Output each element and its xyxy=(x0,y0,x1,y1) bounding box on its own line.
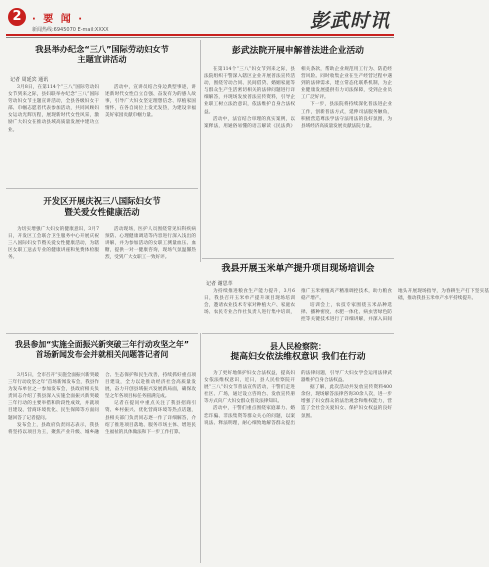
article-5-title-line-1: 我县开展玉米单产提升项目现场培训会 xyxy=(221,264,375,274)
masthead-rule-thin xyxy=(6,37,394,38)
article-3-title xyxy=(8,340,196,359)
article-3-paragraph: 记者在提问中重点关注了我县招商引资、乡村振兴、优化营商环境等热点话题，县相关部门负责同志逐一作了详细解答，介绍了推进项目落地、服务市场主体、增进民生福祉的具体做法和下一步工作打算。 xyxy=(105,401,196,435)
article-5-byline: 记者 谢思萃 xyxy=(206,281,233,287)
paper-name: 彭武时讯 xyxy=(309,10,390,32)
article-2-body xyxy=(8,226,196,328)
article-4-paragraph: 活动中，法官结合审理的真实案例，以案释法，用通俗易懂的语言解读《民法典》相关条款，帮助企业规范用工行为、防范经营风险。同时收集企业在生产经营过程中遇到的法律需求，建立常态化联系机制，为企业健康发展提供有力司法保障，受到企业员工广泛好评。 xyxy=(204,67,392,129)
article-1-body xyxy=(8,84,196,184)
article-5-title xyxy=(204,264,392,275)
article-1-title-line-1: 我县举办纪念“三八”国际劳动妇女节 xyxy=(35,44,169,54)
article-5-body xyxy=(204,288,489,330)
article-6-title-line-2: 提高妇女依法维权意识 我们在行动 xyxy=(230,352,366,362)
article-2-title xyxy=(8,196,196,217)
article-4-paragraph: 下一步，县法院将持续深化普法进企业工作，创新普法方式，延伸司法服务触角，积极营造尊法学法守法用法的良好氛围，为县域经济高质量发展贡献法院力量。 xyxy=(301,102,392,129)
article-3-body xyxy=(8,372,196,562)
article-6-paragraph: 据了解，此次活动共发放宣传资料400余份，现场解答法律咨询30余人次，进一步增强了妇女群众的法治观念和维权能力，营造了全社会关爱妇女、保护妇女权益的良好氛围。 xyxy=(301,385,392,419)
article-5-paragraph: 为持续推进粮食生产能力提升，3月6日，我县召开玉米单产提升项目现场培训会，邀请农业技术专家对种植大户、家庭农场、农民专业合作社负责人进行集中培训，推广玉米密植高产精准调控技术，助力粮食稳产增产。 xyxy=(204,289,392,316)
article-6-title xyxy=(204,342,392,363)
article-6-body xyxy=(204,370,392,562)
article-4-paragraph: 在第114个“三八”妇女节到来之际，县法院组织干警深入辖区企业开展普法宣传活动，围绕劳动合同、民间借贷、婚姻家庭等与群众生产生活密切相关的法律问题进行详细解答，并现场发放普法宣传资料，引导企业职工树立法治意识，依法维护自身合法权益。 xyxy=(204,67,295,115)
header-meta: 新闻热线:6945070 E-mail:XXXX xyxy=(32,27,109,33)
article-3-paragraph: 发布会上，县政府负责同志表示，我县将坚持以项目为王，聚焦产业升级、城乡融合、生态保护和民生改善，持续抓好重点项目建设，全力以赴推动经济社会高质量发展，奋力开创县域振兴发展新局面，确保攻坚之年各项目标任务圆满完成。 xyxy=(8,373,196,435)
section-label: · 要 闻 · xyxy=(32,14,85,25)
divider-right-1 xyxy=(202,258,394,259)
article-2-title-line-1: 开发区开展庆祝三八国际妇女节 xyxy=(43,196,161,206)
article-2-paragraph: 为切实增强广大妇女的健康意识，3月7日，开发区工会联合卫生服务中心开展庆祝三八国际妇女节暨关爱女性健康活动，为辖区女职工送去专业的健康讲座和免费体检服务。 xyxy=(8,227,99,261)
article-6-paragraph: 为了更好地保护妇女合法权益，提高妇女依法维权意识，近日，县人民检察院开展“三八”妇女节普法宣传活动，干警们走进社区、广场，通过设立咨询台、发放宣传册等方式向广大妇女群众普及法律知识。 xyxy=(204,371,295,405)
article-3-title-line-2: 首场新闻发布会并就相关问题答记者问 xyxy=(35,349,169,359)
column-divider-top xyxy=(200,40,201,262)
divider-right-2 xyxy=(202,333,394,334)
article-6-title-line-1: 县人民检察院： xyxy=(270,342,326,351)
article-2-title-line-2: 暨关爱女性健康活动 xyxy=(64,206,140,217)
article-4-body xyxy=(204,66,392,254)
article-3-title-line-1: 我县参加“实施全面振兴新突破三年行动攻坚之年” xyxy=(15,340,189,349)
masthead xyxy=(6,4,394,36)
article-1-byline: 记者 周延宾 通讯 xyxy=(10,77,49,83)
article-1-paragraph: 3月8日，在第114个“三八”国际劳动妇女节到来之际，县妇联举办纪念“三八”国际劳动妇女节主题宣讲活动，全县各级妇女干部、巾帼志愿者代表参加活动，共同回顾妇女运动光辉历程，展现新时代女性风采，激励广大妇女在推动县域高质量发展中建功立业。 xyxy=(8,85,99,133)
article-5-paragraph: 培训会上，农技专家围绕玉米品种选择、播种密度、水肥一体化、病虫害绿色防控等关键技术进行了详细讲解，并深入田间地头开展现场指导，为春耕生产打下坚实基础，推动我县玉米单产水平持续提升。 xyxy=(301,289,489,323)
article-1-title xyxy=(8,44,196,65)
article-3-paragraph: 3月5日，全市召开“实施全面振兴新突破三年行动攻坚之年”首场新闻发布会，我县作为发布单位之一参加发布会，县政府相关负责同志介绍了我县深入实施全面振兴新突破三年行动的主要举措和阶段性成效，并就项目建设、营商环境优化、民生保障等方面问题回答了记者提问。 xyxy=(8,373,99,421)
article-6-paragraph: 活动中，干警们重点围绕家庭暴力、婚恋诈骗、非法集资等群众关心的问题，以案说法、释法明理，耐心细致地解答群众提出的法律问题，引导广大妇女学会运用法律武器维护自身合法权益。 xyxy=(204,371,392,426)
divider-left-1 xyxy=(6,188,198,189)
divider-left-2 xyxy=(6,333,198,334)
article-2-paragraph: 活动现场，医护人员围绕常见妇科疾病预防、心理健康调适等内容进行深入浅出的讲解，并为参加活动的女职工测量血压、血糖，提供一对一健康咨询，现场气氛温馨热烈，受到广大女职工一致好评。 xyxy=(105,227,196,261)
article-1-paragraph: 活动中，宣讲员结合身边典型事迹，讲述新时代女性自立自强、奋发有为的感人故事，引导广大妇女坚定理想信念、厚植家国情怀，在各自岗位上发光发热，为建设幸福美好家园贡献巾帼力量。 xyxy=(105,85,196,119)
article-4-title-line-1: 彭武法院开展申解普法进企业活动 xyxy=(232,46,364,56)
column-divider-bottom xyxy=(200,333,201,563)
article-1-title-line-2: 主题宣讲活动 xyxy=(77,54,127,65)
masthead-rule xyxy=(6,34,394,36)
article-4-title xyxy=(204,46,392,57)
page-number: 2 xyxy=(8,8,26,26)
